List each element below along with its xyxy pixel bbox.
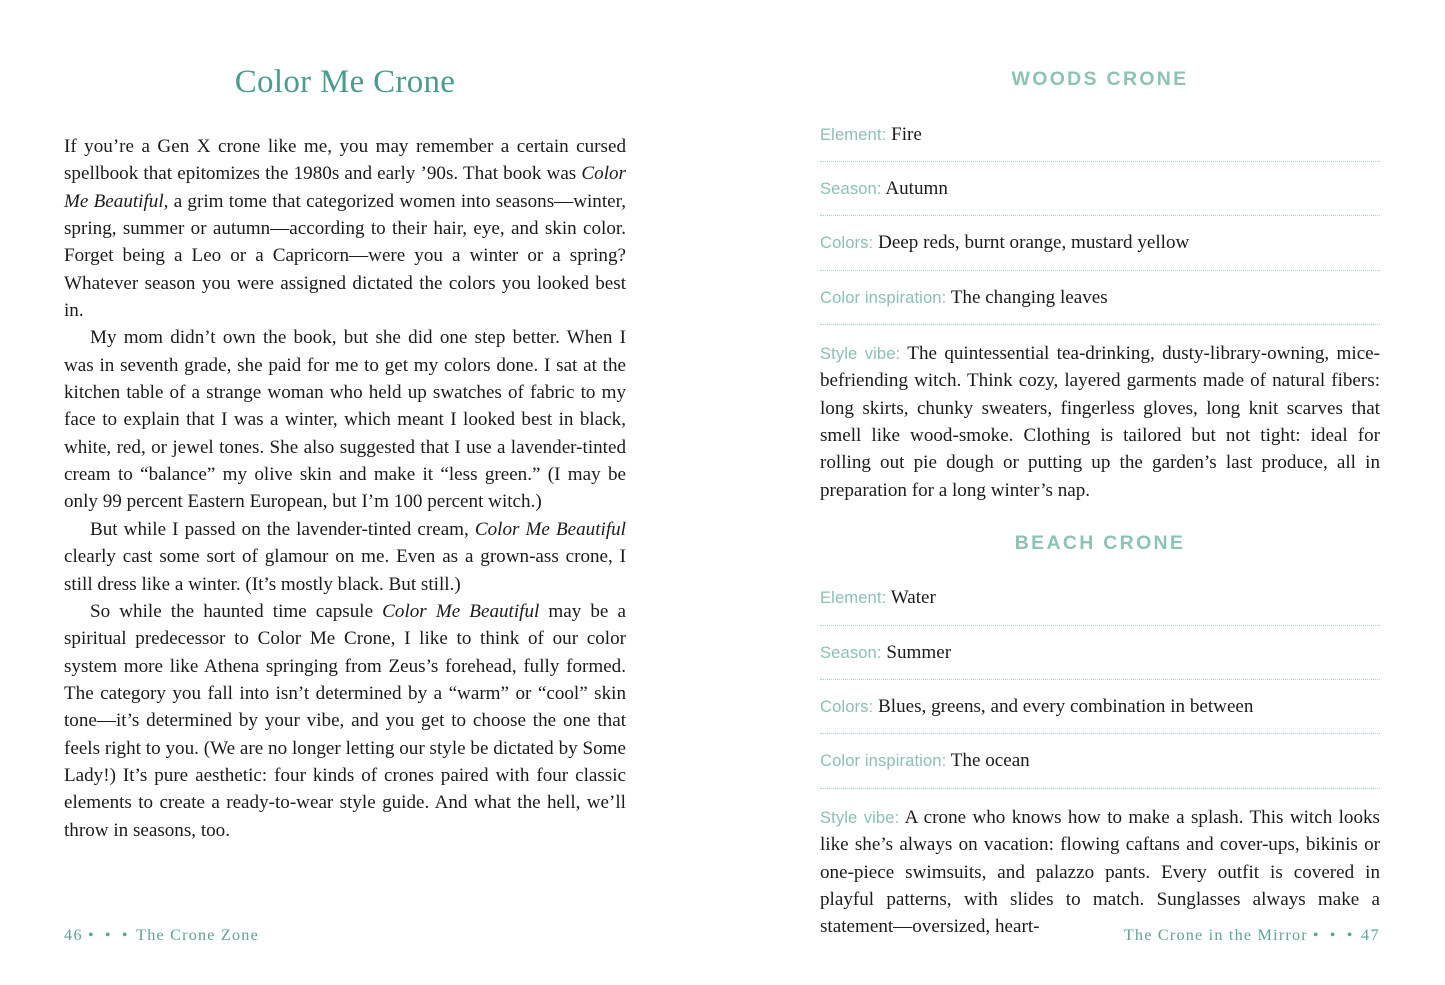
- page-title: Color Me Crone: [234, 64, 456, 100]
- crone-spec-list: [820, 90, 1380, 504]
- crone-spec-row: [820, 693, 1380, 734]
- spec-label: Style vibe:: [820, 807, 900, 827]
- text-run: , a grim tome that categorized women into seasons—winter, spring, summer or autumn—according to their hair, eye, and skin color. Forget being a Leo or a Capricorn—were you a winter or a spring? Whatever season you were assigned dictated the colors you looked best in.: [64, 190, 627, 322]
- running-head: The Crone in the Mirror: [1123, 926, 1308, 944]
- page-number: 46: [64, 926, 83, 944]
- spec-line: [820, 639, 1380, 666]
- crone-spec-row: [820, 121, 1380, 162]
- spec-label: Element:: [820, 124, 887, 144]
- page-number: 47: [1361, 926, 1380, 944]
- spec-line: [820, 693, 1380, 720]
- crone-spec-row: [820, 284, 1380, 325]
- spec-value: The quintessential tea-drinking, dusty-library-owning, mice-befriending witch. Think cozy, layered garments made of natural fibers: long skirts, chunky sweaters, fingerless gloves, long knit scarves that smell like wood-smoke. Clothing is tailored but not tight: ideal for rolling out pie dough or putting up the garden’s last produce, all in preparation for a long winter’s nap.: [820, 342, 1381, 501]
- spec-label: Color inspiration:: [820, 751, 947, 771]
- spec-line: [820, 584, 1380, 611]
- spec-value: Deep reds, burnt orange, mustard yellow: [878, 232, 1190, 254]
- body-paragraph: [64, 324, 626, 515]
- footer-dots-icon: • • •: [1312, 926, 1356, 944]
- spec-label: Season:: [820, 178, 882, 198]
- spec-line: [820, 284, 1380, 311]
- spec-line: [820, 747, 1380, 774]
- body-paragraph: [64, 133, 626, 324]
- crone-spec-list: [820, 553, 1380, 940]
- book-title-italic: Color Me Beautiful: [64, 163, 626, 212]
- spec-value: The ocean: [950, 750, 1030, 772]
- text-run: So while the haunted time capsule: [90, 600, 383, 622]
- crone-spec-row: [820, 338, 1380, 504]
- spec-value: Water: [890, 587, 936, 609]
- spec-label: Style vibe:: [820, 343, 901, 363]
- crone-section-heading: BEACH CRONE: [1014, 531, 1186, 554]
- footer-dots-icon: • • •: [88, 926, 132, 944]
- crone-spec-row: [820, 229, 1380, 270]
- crone-section: [820, 504, 1380, 941]
- spec-label: Colors:: [820, 697, 874, 717]
- spec-value: Autumn: [885, 177, 948, 199]
- text-run: clearly cast some sort of glamour on me. Even as a grown-ass crone, I still dress like a winter. (It’s mostly black. But still.): [64, 546, 626, 595]
- spec-line: [820, 175, 1380, 202]
- crone-spec-row: [820, 175, 1380, 216]
- spec-label: Season:: [820, 642, 882, 662]
- page-right: [722, 0, 1444, 985]
- spec-label: Colors:: [820, 233, 874, 253]
- running-head: The Crone Zone: [136, 926, 259, 944]
- crone-section: [820, 0, 1380, 504]
- body-paragraph: [64, 598, 626, 844]
- text-run: But while I passed on the lavender-tinted cream,: [90, 518, 475, 540]
- spec-value: Fire: [891, 123, 922, 145]
- spec-value: Blues, greens, and every combination in between: [878, 696, 1254, 718]
- spec-line: [820, 229, 1380, 256]
- spec-line: [820, 804, 1380, 941]
- crone-sections: [820, 0, 1380, 941]
- page-left: [0, 0, 722, 985]
- body-paragraph: [64, 516, 626, 598]
- spec-value: Summer: [886, 641, 952, 663]
- spec-label: Color inspiration:: [820, 287, 947, 307]
- footer-right: [1124, 926, 1380, 945]
- text-run: My mom didn’t own the book, but she did one step better. When I was in seventh grade, she paid for me to get my colors done. I sat at the kitchen table of a strange woman who held up swatches of fabric to my face to explain that I was a winter, which meant I looked best in black, white, red, or jewel tones. She also suggested that I use a lavender-tinted cream to “balance” my olive skin and make it “less green.” (I may be only 99 percent Eastern European, but I’m 100 percent witch.): [64, 327, 626, 513]
- book-title-italic: Color Me Beautiful: [382, 600, 540, 622]
- crone-spec-row: [820, 747, 1380, 788]
- text-run: If you’re a Gen X crone like me, you may remember a certain cursed spellbook that epitomizes the 1980s and early ’90s. That book was: [64, 136, 626, 185]
- crone-section-heading: WOODS CRONE: [1011, 68, 1189, 90]
- crone-spec-row: [820, 639, 1380, 680]
- spec-label: Element:: [820, 588, 887, 608]
- body-copy: [64, 99, 626, 844]
- text-run: may be a spiritual predecessor to Color Me Crone, I like to think of our color system more like Athena springing from Zeus’s forehead, fully formed. The category you fall into isn’t determined by a “warm” or “cool” skin tone—it’s determined by your vibe, and you get to choose the one that feels right to you. (We are no longer letting our style be dictated by Some Lady!) It’s pure aesthetic: four kinds of crones paired with four classic elements to create a ready-to-wear style guide. And what the hell, we’ll throw in seasons, too.: [64, 600, 626, 841]
- spec-line: [820, 121, 1380, 148]
- crone-spec-row: [820, 584, 1380, 625]
- crone-spec-row: [820, 802, 1380, 941]
- footer-left: [64, 926, 259, 945]
- spec-value: A crone who knows how to make a splash. This witch looks like she’s always on vacation: flowing caftans and cover-ups, bikinis or one-piece swimsuits, and palazzo pants. Every outfit is covered in playful patterns, with slides to match. Sunglasses always make a statement—oversized, heart-: [820, 806, 1380, 938]
- book-title-italic: Color Me Beautiful: [474, 518, 626, 540]
- spec-value: The changing leaves: [950, 286, 1108, 308]
- spec-line: [820, 340, 1380, 504]
